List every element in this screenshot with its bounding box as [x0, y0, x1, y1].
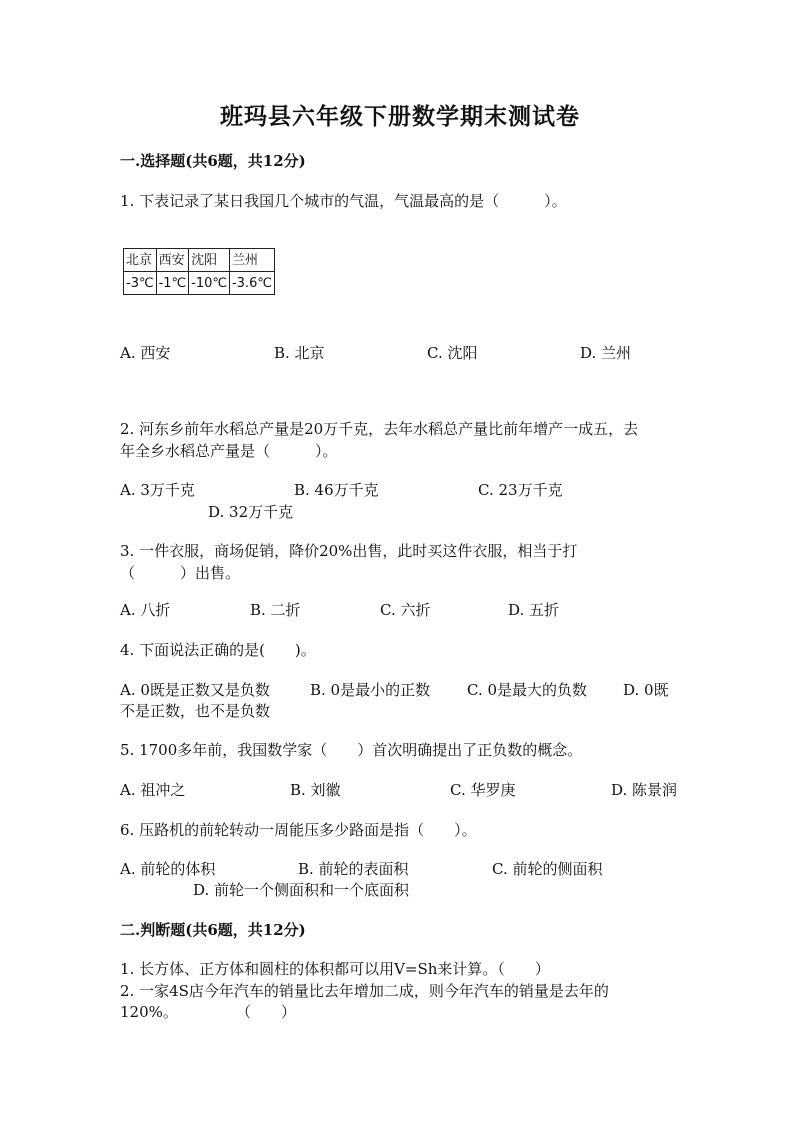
q4-option-b: B. 0是最小的正数 — [310, 681, 431, 699]
q5-option-a: A. 祖冲之 — [120, 781, 186, 799]
q4-option-a: A. 0既是正数又是负数 — [120, 681, 270, 699]
q2-option-d: D. 32万千克 — [208, 503, 294, 521]
question-3-line2: （ ）出售。 — [120, 564, 241, 582]
table-cell: 西安 — [156, 249, 189, 272]
table-cell: 兰州 — [229, 249, 274, 272]
table-cell: -3.6℃ — [229, 272, 274, 295]
q5-option-d: D. 陈景润 — [611, 781, 678, 799]
q3-option-d: D. 五折 — [508, 601, 560, 619]
q6-option-a: A. 前轮的体积 — [120, 860, 216, 878]
section-heading-judge: 二.判断题(共6题，共12分) — [120, 921, 306, 939]
question-2-line2: 年全乡水稻总产量是（ ）。 — [120, 442, 338, 460]
table-cell: -3℃ — [124, 272, 157, 295]
q2-option-c: C. 23万千克 — [478, 481, 563, 499]
q5-option-b: B. 刘徽 — [290, 781, 341, 799]
question-6-stem: 6. 压路机的前轮转动一周能压多少路面是指（ ）。 — [120, 821, 477, 839]
judge-question-1: 1. 长方体、正方体和圆柱的体积都可以用V=Sh来计算。（ ） — [120, 960, 550, 978]
q1-option-b: B. 北京 — [274, 344, 325, 362]
q5-option-c: C. 华罗庚 — [450, 781, 516, 799]
q2-option-a: A. 3万千克 — [120, 481, 195, 499]
question-5-stem: 5. 1700多年前，我国数学家（ ）首次明确提出了正负数的概念。 — [120, 741, 583, 759]
question-2-line1: 2. 河东乡前年水稻总产量是20万千克，去年水稻总产量比前年增产一成五，去 — [120, 420, 639, 438]
q1-option-d: D. 兰州 — [580, 344, 632, 362]
judge-question-2-line2: 120%。 — [120, 1003, 178, 1021]
q3-option-c: C. 六折 — [380, 601, 431, 619]
q2-option-b: B. 46万千克 — [294, 481, 379, 499]
judge-question-2-blank: （ ） — [236, 1003, 297, 1021]
judge-question-2-line1: 2. 一家4S店今年汽车的销量比去年增加二成，则今年汽车的销量是去年的 — [120, 982, 609, 1000]
table-cell: 沈阳 — [189, 249, 230, 272]
table-row-cities — [124, 249, 275, 272]
q4-option-d: D. 0既 — [623, 681, 669, 699]
q1-option-c: C. 沈阳 — [427, 344, 478, 362]
table-cell: -10℃ — [189, 272, 230, 295]
section-heading-choice: 一.选择题(共6题，共12分) — [120, 152, 306, 170]
table-cell: -1℃ — [156, 272, 189, 295]
q3-option-a: A. 八折 — [120, 601, 171, 619]
q4-option-c: C. 0是最大的负数 — [467, 681, 588, 699]
q3-option-b: B. 二折 — [250, 601, 301, 619]
page-title: 班玛县六年级下册数学期末测试卷 — [220, 103, 580, 130]
question-1-stem: 1. 下表记录了某日我国几个城市的气温，气温最高的是（ ）。 — [120, 192, 567, 210]
question-3-line1: 3. 一件衣服，商场促销，降价20%出售，此时买这件衣服，相当于打 — [120, 542, 578, 560]
q6-option-b: B. 前轮的表面积 — [298, 860, 409, 878]
q6-option-c: C. 前轮的侧面积 — [492, 860, 603, 878]
temperature-table — [123, 248, 275, 295]
q4-option-d-cont: 不是正数，也不是负数 — [120, 702, 271, 720]
question-4-stem: 4. 下面说法正确的是( )。 — [120, 641, 316, 659]
table-cell: 北京 — [124, 249, 157, 272]
q1-option-a: A. 西安 — [120, 344, 171, 362]
table-row-temps — [124, 272, 275, 295]
q6-option-d: D. 前轮一个侧面积和一个底面积 — [193, 881, 410, 899]
